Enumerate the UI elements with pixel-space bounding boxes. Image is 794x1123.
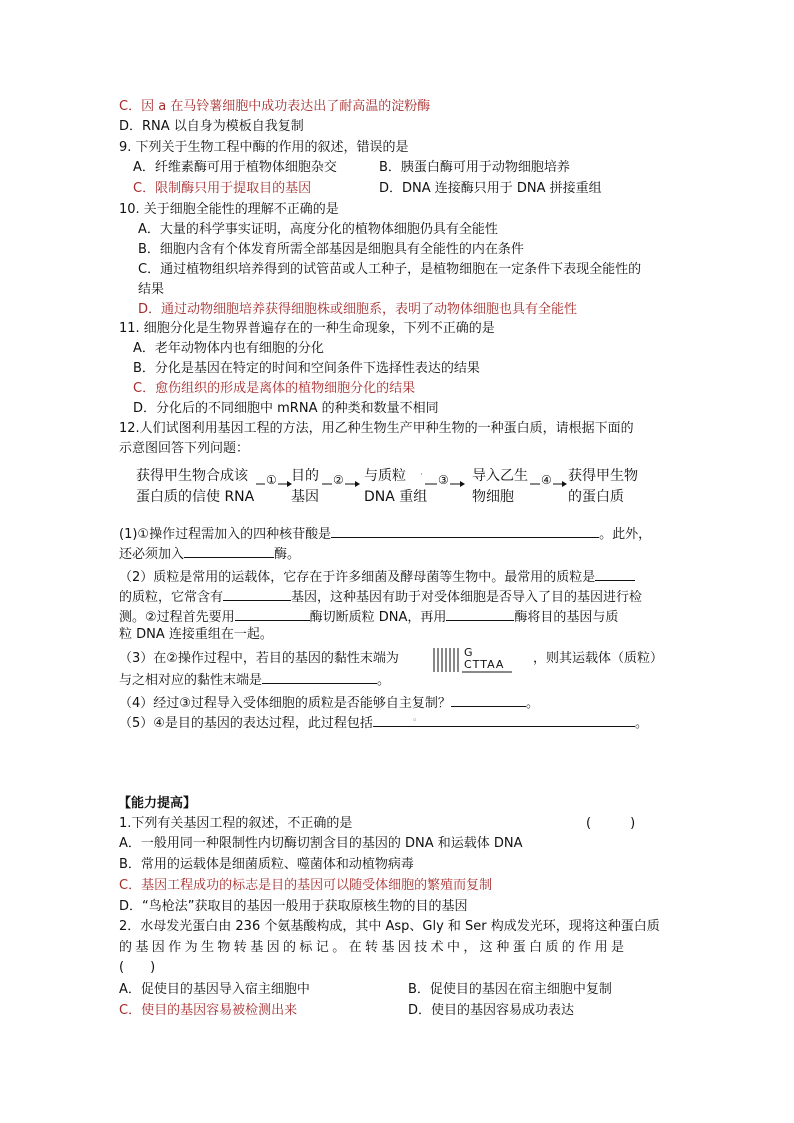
q12-part4-text-a: （4）经过③过程导入受体细胞的质粒是否能够自主复制？ xyxy=(119,696,451,711)
gene-engineering-flow-diagram xyxy=(119,466,689,506)
section-heading-ability: 【能力提高】 xyxy=(118,796,197,811)
q12-part2-line1 xyxy=(119,566,635,584)
q9-stem: 9. 下列关于生物工程中酶的作用的叙述，错误的是 xyxy=(119,140,409,155)
sticky-end-top-strand: G xyxy=(464,646,473,659)
q12-part3-text-e: 。 xyxy=(377,673,391,688)
q12-part2-text-d: 测。②过程首先要用 xyxy=(119,610,235,625)
flow-arrow-4 xyxy=(530,475,567,491)
q9-option-b: B．胰蛋白酶可用于动物细胞培养 xyxy=(379,160,570,175)
ability-q1-answer-paren[interactable]: ( ) xyxy=(586,816,636,831)
ability-q2-stem-line1: 2．水母发光蛋白由 236 个氨基酸构成，其中 Asp、Gly 和 Ser 构成发光环，现将这种蛋白质 xyxy=(119,919,660,934)
flow-dot: · xyxy=(420,470,423,480)
q12-part4-line xyxy=(119,692,539,710)
ability-q2-option-b: B．促使目的基因在宿主细胞中复制 xyxy=(408,982,612,997)
sticky-end-figure xyxy=(431,647,521,673)
q12-part5-text-b: 。 xyxy=(634,716,648,731)
ability-q1-stem: 1.下列有关基因工程的叙述，不正确的是 xyxy=(119,816,353,831)
flow-node-transfer-line2: 物细胞 xyxy=(472,489,514,505)
q11-option-b: B．分化是基因在特定的时间和空间条件下选择性表达的结果 xyxy=(133,361,480,376)
q12-part2-line4: 粒 DNA 连接重组在一起。 xyxy=(119,627,273,642)
q12-part2-text-e: 酶切断质粒 DNA，再用 xyxy=(309,610,447,625)
flow-node-recombine-line2: DNA 重组 xyxy=(364,489,428,505)
q12-part1-line1 xyxy=(119,523,651,541)
cutting-enzyme-blank[interactable] xyxy=(235,606,310,621)
sticky-end-blank[interactable] xyxy=(262,669,377,684)
q12-stem-line2: 示意图回答下列问题： xyxy=(119,441,250,456)
flow-node-protein-line1: 获得甲生物 xyxy=(568,468,638,484)
flow-node-gene-line1: 目的 xyxy=(291,468,319,484)
ability-q1-option-a: A．一般用同一种限制性内切酶切割含目的基因的 DNA 和运载体 DNA xyxy=(119,836,523,851)
enzyme-blank[interactable] xyxy=(184,543,274,558)
nucleotides-blank[interactable] xyxy=(331,523,599,538)
q12-part1-text-a: (1)①操作过程需加入的四种核苷酸是 xyxy=(119,527,332,542)
flow-arrow-2-label: ② xyxy=(333,473,344,487)
ability-q2-answer-paren[interactable]: ( ) xyxy=(119,960,156,975)
expression-process-blank[interactable] xyxy=(373,712,635,727)
flow-node-protein-line2: 的蛋白质 xyxy=(568,489,624,505)
q12-part5-text-a: （5）④是目的基因的表达过程，此过程包括 xyxy=(119,716,373,731)
flow-node-gene-line2: 基因 xyxy=(291,489,319,505)
sticky-end-bottom-strand: CTTAA xyxy=(464,658,505,671)
ability-q2-stem-line2: 的基因作为生物转基因的标记。在转基因技术中，这种蛋白质的作用是 xyxy=(119,940,628,955)
flow-arrow-1-label: ① xyxy=(266,473,277,487)
flow-node-mrna-line2: 蛋白质的信使 RNA xyxy=(136,489,255,505)
ligase-blank[interactable] xyxy=(446,606,514,621)
q10-stem: 10. 关于细胞全能性的理解不正确的是 xyxy=(119,202,339,217)
ability-q2-option-d: D．使目的基因容易成功表达 xyxy=(408,1003,575,1018)
q12-part1-line2 xyxy=(119,543,300,561)
q11-option-d: D．分化后的不同细胞中 mRNA 的种类和数量不相同 xyxy=(133,401,439,416)
q10-option-c-line2: 结果 xyxy=(138,282,165,297)
q12-part5-line xyxy=(119,712,648,730)
plasmid-source-blank[interactable] xyxy=(595,566,635,581)
q12-part2-text-f: 酶将目的基因与质 xyxy=(514,610,619,625)
replicate-answer-blank[interactable] xyxy=(451,692,526,707)
flow-node-mrna-line1: 获得甲生物合成该 xyxy=(136,468,248,484)
q12-part1-text-b: 。此外， xyxy=(599,527,652,542)
strand-underline xyxy=(462,671,512,674)
q12-part3-text-a: （3）在②操作过程中，若目的基因的黏性末端为 xyxy=(119,651,399,666)
q12-part2-text-c: 基因，这种基因有助于对受体细胞是否导入了目的基因进行检 xyxy=(291,590,643,605)
q10-option-d: D．通过动物细胞培养获得细胞株或细胞系，表明了动物体细胞也具有全能性 xyxy=(138,302,578,317)
q11-option-c: C．愈伤组织的形成是离体的植物细胞分化的结果 xyxy=(133,381,416,396)
q9-option-c: C．限制酶只用于提取目的基因 xyxy=(133,181,312,196)
q10-option-a: A．大量的科学事实证明，高度分化的植物体细胞仍具有全能性 xyxy=(138,222,498,237)
q12-part3-line2 xyxy=(119,669,390,687)
ability-q2-option-a: A．促使目的基因导入宿主细胞中 xyxy=(119,982,310,997)
q12-part4-text-b: 。 xyxy=(525,696,539,711)
flow-arrow-3 xyxy=(425,475,465,491)
flow-arrow-1 xyxy=(256,475,292,491)
ability-q1-option-b: B．常用的运载体是细菌质粒、噬菌体和动植物病毒 xyxy=(119,857,414,872)
q10-option-b: B．细胞内含有个体发育所需全部基因是细胞具有全能性的内在条件 xyxy=(138,242,524,257)
q8-option-d: D．RNA 以自身为模板自我复制 xyxy=(119,119,304,134)
flow-arrow-4-label: ④ xyxy=(541,473,552,487)
marker-gene-blank[interactable] xyxy=(223,586,291,601)
q12-part3-text-b: ，则其运载体（质粒） xyxy=(533,651,664,666)
flow-node-recombine-line1: 与质粒 xyxy=(364,468,406,484)
q11-option-a: A．老年动物体内也有细胞的分化 xyxy=(133,341,324,356)
q8-option-c: C．因 a 在马铃薯细胞中成功表达出了耐高温的淀粉酶 xyxy=(119,99,431,114)
q9-option-d: D．DNA 连接酶只用于 DNA 拼接重组 xyxy=(379,181,602,196)
q12-part2-text-a: （2）质粒是常用的运载体，它存在于许多细菌及酵母菌等生物中。最常用的质粒是 xyxy=(119,570,596,585)
ability-q1-option-d: D．“鸟枪法”获取目的基因一般用于获取原核生物的目的基因 xyxy=(119,899,468,914)
q12-part3-text-d: 与之相对应的黏性末端是 xyxy=(119,673,263,688)
q9-option-a: A．纤维素酶可用于植物体细胞杂交 xyxy=(133,160,337,175)
ability-q1-option-c: C．基因工程成功的标志是目的基因可以随受体细胞的繁殖而复制 xyxy=(119,878,493,893)
flow-node-transfer-line1: 导入乙生 xyxy=(472,468,528,484)
q11-stem: 11. 细胞分化是生物界普遍存在的一种生命现象，下列不正确的是 xyxy=(119,321,495,336)
q12-part2-text-b: 的质粒，它常含有 xyxy=(119,590,224,605)
dna-strand-icon xyxy=(431,647,461,673)
q12-part1-text-c: 还必须加入 xyxy=(119,547,185,562)
ability-q2-option-c: C．使目的基因容易被检测出来 xyxy=(119,1003,298,1018)
q12-stem-line1: 12.人们试图利用基因工程的方法，用乙种生物生产甲种生物的一种蛋白质，请根据下面的 xyxy=(119,421,634,436)
q12-part1-text-d: 酶。 xyxy=(274,547,301,562)
q12-part2-line3 xyxy=(119,606,618,624)
q10-option-c-line1: C．通过植物组织培养得到的试管苗或人工种子，是植物细胞在一定条件下表现全能性的 xyxy=(138,262,642,277)
flow-arrow-2 xyxy=(322,475,360,491)
blank-dot-mark: 。 xyxy=(412,713,422,723)
q12-part2-line2 xyxy=(119,586,642,604)
flow-arrow-3-label: ③ xyxy=(438,473,449,487)
